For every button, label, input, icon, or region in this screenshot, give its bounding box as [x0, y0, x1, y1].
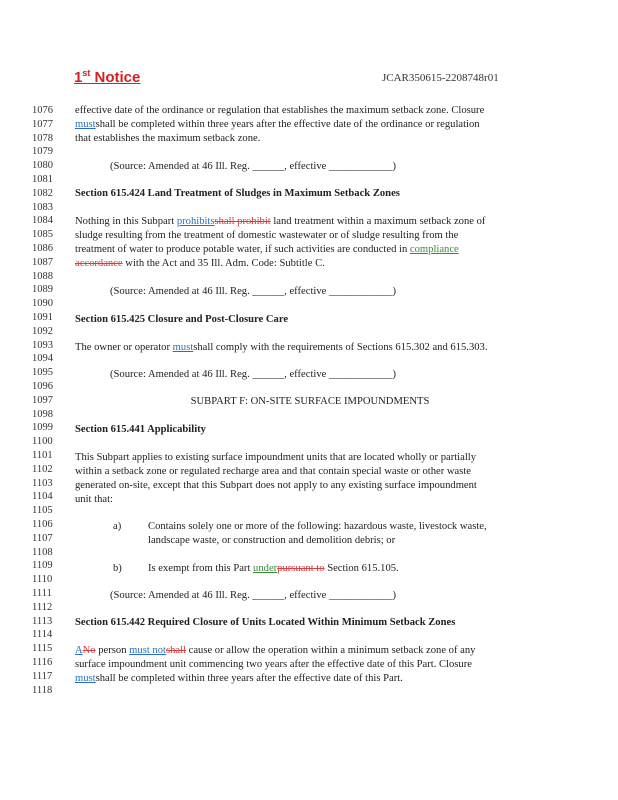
line-number: 1099: [32, 422, 53, 434]
text-line-1101: This Subpart applies to existing surface impoundment units that are located wholly or partially: [75, 452, 477, 463]
line-number: 1097: [32, 394, 53, 406]
line-number: 1113: [32, 615, 53, 627]
insertion: must not: [129, 645, 166, 656]
line-number: 1108: [32, 546, 53, 558]
line-number: 1102: [32, 463, 53, 475]
line-number: 1101: [32, 450, 53, 461]
source-note: (Source: Amended at 46 Ill. Reg. ______, effective ____________): [110, 590, 397, 601]
line-number: 1111: [32, 588, 52, 599]
line-number: 1076: [32, 105, 53, 116]
section-heading-615-442: Section 615.442 Required Closure of Units Located Within Minimum Setback Zones: [75, 617, 456, 628]
line-number: 1083: [32, 201, 53, 213]
line-number: 1115: [32, 643, 53, 655]
deletion: accordance: [75, 258, 123, 269]
line-number: 1078: [32, 132, 53, 144]
line-number: 1093: [32, 339, 53, 351]
source-note: (Source: Amended at 46 Ill. Reg. ______, effective ____________): [110, 161, 397, 172]
line-number: 1098: [32, 408, 53, 420]
text-line-1076: effective date of the ordinance or regulation that establishes the maximum setback zone. Closure: [75, 105, 485, 116]
line-number: 1082: [32, 187, 53, 199]
item-b-line: Is exempt from this Part underpursuant to Section 615.105.: [148, 563, 399, 574]
insertion: compliance: [409, 244, 459, 255]
line-number: 1094: [32, 353, 53, 365]
text-line-1116: surface impoundment unit commencing two years after the effective date of this Part. Closure: [75, 659, 472, 670]
line-number: 1088: [32, 270, 53, 282]
line-number: 1080: [32, 160, 53, 172]
line-number: 1079: [32, 146, 53, 158]
line-number: 1087: [32, 256, 53, 268]
line-number: 1103: [32, 477, 53, 489]
line-number: 1112: [32, 601, 53, 613]
notice-title: 1st Notice: [74, 68, 141, 86]
document-code: JCAR350615-2208748r01: [382, 72, 499, 84]
line-number: 1084: [32, 215, 53, 227]
line-number: 1081: [32, 174, 53, 185]
line-number: 1095: [32, 367, 53, 379]
line-number: 1106: [32, 519, 53, 530]
line-number: 1089: [32, 284, 53, 296]
insertion: prohibits: [176, 216, 215, 227]
line-number: 1096: [32, 381, 53, 392]
deletion: shall prohibit: [214, 216, 271, 227]
deletion: shall: [165, 645, 186, 656]
text-line-1085: sludge resulting from the treatment of domestic wastewater or of sludge resulting from the: [75, 230, 459, 241]
line-number: 1077: [32, 118, 53, 130]
line-number: 1092: [32, 325, 53, 337]
text-line-1078: that establishes the maximum setback zone.: [75, 133, 261, 144]
insertion: A: [75, 645, 83, 656]
text-line-1086: treatment of water to produce potable water, if such activities are conducted in compliance: [75, 244, 459, 255]
line-number: 1104: [32, 491, 53, 503]
deletion: pursuant to: [277, 563, 325, 574]
item-a-line-2: landscape waste, or construction and demolition debris; or: [148, 535, 396, 546]
line-number: 1114: [32, 629, 53, 641]
line-number: 1086: [32, 243, 53, 254]
line-number: 1118: [32, 684, 53, 696]
source-note: (Source: Amended at 46 Ill. Reg. ______, effective ____________): [110, 286, 397, 297]
text-line-1093: The owner or operator mustshall comply with the requirements of Sections 615.302 and 615.303.: [75, 342, 488, 353]
text-line-1104: unit that:: [75, 494, 113, 505]
line-number: 1091: [32, 312, 53, 323]
section-heading-615-424: Section 615.424 Land Treatment of Sludges in Maximum Setback Zones: [75, 188, 400, 199]
insertion: must: [75, 673, 96, 684]
text-line-1115: ANo person must notshall cause or allow the operation within a minimum setback zone of any: [75, 645, 476, 656]
item-label-b: b): [113, 563, 122, 574]
text-line-1102: within a setback zone or regulated recharge area and that contain special waste or other waste: [75, 466, 472, 477]
section-heading-615-425: Section 615.425 Closure and Post-Closure Care: [75, 314, 289, 325]
item-label-a: a): [113, 521, 122, 532]
text-line-1117: mustshall be completed within three years after the effective date of this Part.: [75, 673, 403, 684]
section-heading-615-441: Section 615.441 Applicability: [75, 424, 206, 435]
text-line-1077: mustshall be completed within three years after the effective date of the ordinance or regulation: [75, 119, 480, 130]
insertion: must: [75, 119, 96, 130]
deletion: No: [82, 645, 96, 656]
text-line-1103: generated on-site, except that this Subpart does not apply to any existing surface impoundment: [75, 480, 477, 491]
line-number: 1117: [32, 670, 53, 682]
item-a-line-1: Contains solely one or more of the following: hazardous waste, livestock waste,: [148, 521, 487, 532]
text-line-1084: Nothing in this Subpart prohibitsshall prohibit land treatment within a maximum setback zone of: [75, 216, 486, 227]
insertion: under: [253, 563, 278, 574]
line-number: 1100: [32, 436, 53, 448]
text-line-1087: accordance with the Act and 35 Ill. Adm. Code: Subtitle C.: [75, 258, 325, 269]
subpart-heading: SUBPART F: ON-SITE SURFACE IMPOUNDMENTS: [190, 396, 430, 407]
insertion: must: [172, 342, 194, 353]
line-number: 1107: [32, 532, 53, 544]
line-number: 1109: [32, 560, 53, 572]
line-number: 1110: [32, 574, 53, 586]
source-note: (Source: Amended at 46 Ill. Reg. ______, effective ____________): [110, 369, 397, 380]
line-number: 1116: [32, 657, 53, 668]
line-number: 1085: [32, 229, 53, 241]
line-number: 1105: [32, 505, 53, 517]
line-number: 1090: [32, 298, 53, 310]
